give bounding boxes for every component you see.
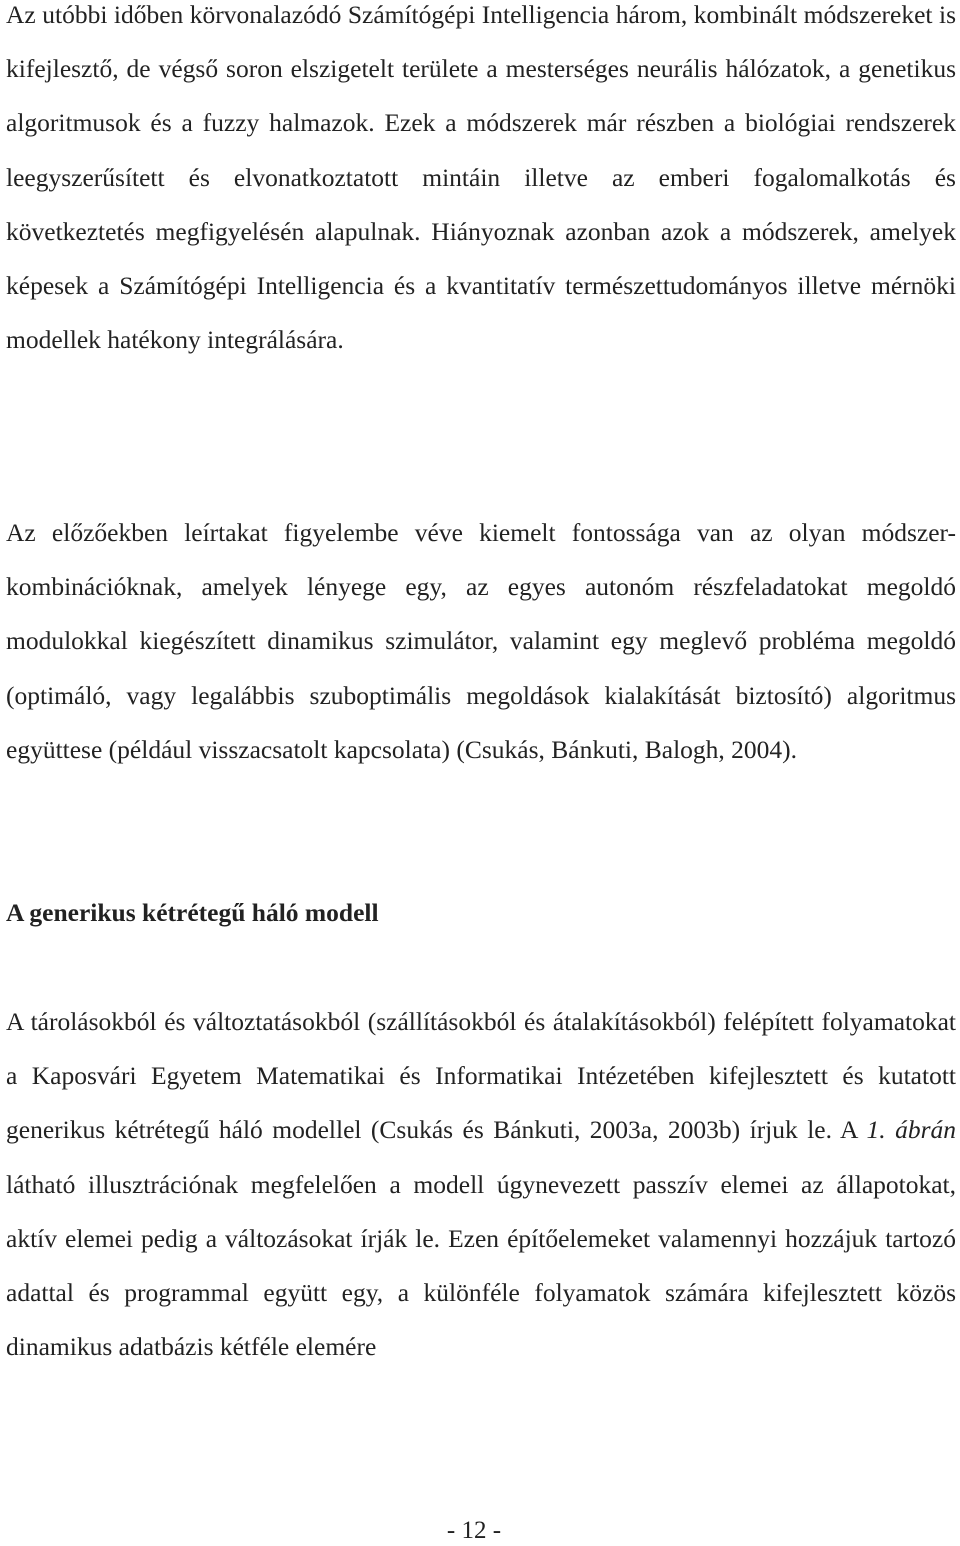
figure-reference: 1. ábrán [866, 1115, 956, 1145]
paragraph-text-part1: A tárolásokból és változtatásokból (szállításokból és átalakításokból) felépített folyamatokat a Kaposvári Egyetem Matematikai és Informatikai Intézetében kifejlesztett és kutatott generikus kétrétegű háló modellel (Csukás és Bánkuti, 2003a, 2003b) írjuk le. A [6, 1007, 956, 1145]
paragraph-text-part2: látható illusztrációnak megfelelően a modell úgynevezett passzív elemei az állapotokat, aktív elemei pedig a változásokat írják le. Ezen építőelemeket valamennyi hozzájuk tartozó adattal és programmal együtt egy, a különféle folyamatok számára kifejlesztett közös dinamikus adatbázis kétféle elemére [6, 1169, 956, 1362]
section-heading: A generikus kétrétegű háló modell [6, 898, 379, 927]
paragraph-intro: Az utóbbi időben körvonalazódó Számítógépi Intelligencia három, kombinált módszereket is kifejlesztő, de végső soron elszigetelt területe a mesterséges neurális hálózatok, a genetikus algoritmusok és a fuzzy halmazok. Ezek a módszerek már részben a biológiai rendszerek leegyszerűsített és elvonatkoztatott mintáin illetve az emberi fogalomalkotás és következtetés megfigyelésén alapulnak. Hiányoznak azonban azok a módszerek, amelyek képesek a Számítógépi Intelligencia és a kvantitatív természettudományos illetve mérnöki modellek hatékony integrálására. [6, 0, 956, 355]
page-number: - 12 - [446, 1517, 502, 1544]
paragraph-method-combination: Az előzőekben leírtakat figyelembe véve kiemelt fontossága van az olyan módszer-kombinációknak, amelyek lényege egy, az egyes autonóm részfeladatokat megoldó modulokkal kiegészített dinamikus szimulátor, valamint egy meglevő probléma megoldó (optimáló, vagy legalábbis szuboptimális megoldások kialakítását biztosító) algoritmus együttese (például visszacsatolt kapcsolata) (Csukás, Bánkuti, Balogh, 2004). [6, 518, 956, 764]
paragraph-model-description [6, 995, 956, 1374]
